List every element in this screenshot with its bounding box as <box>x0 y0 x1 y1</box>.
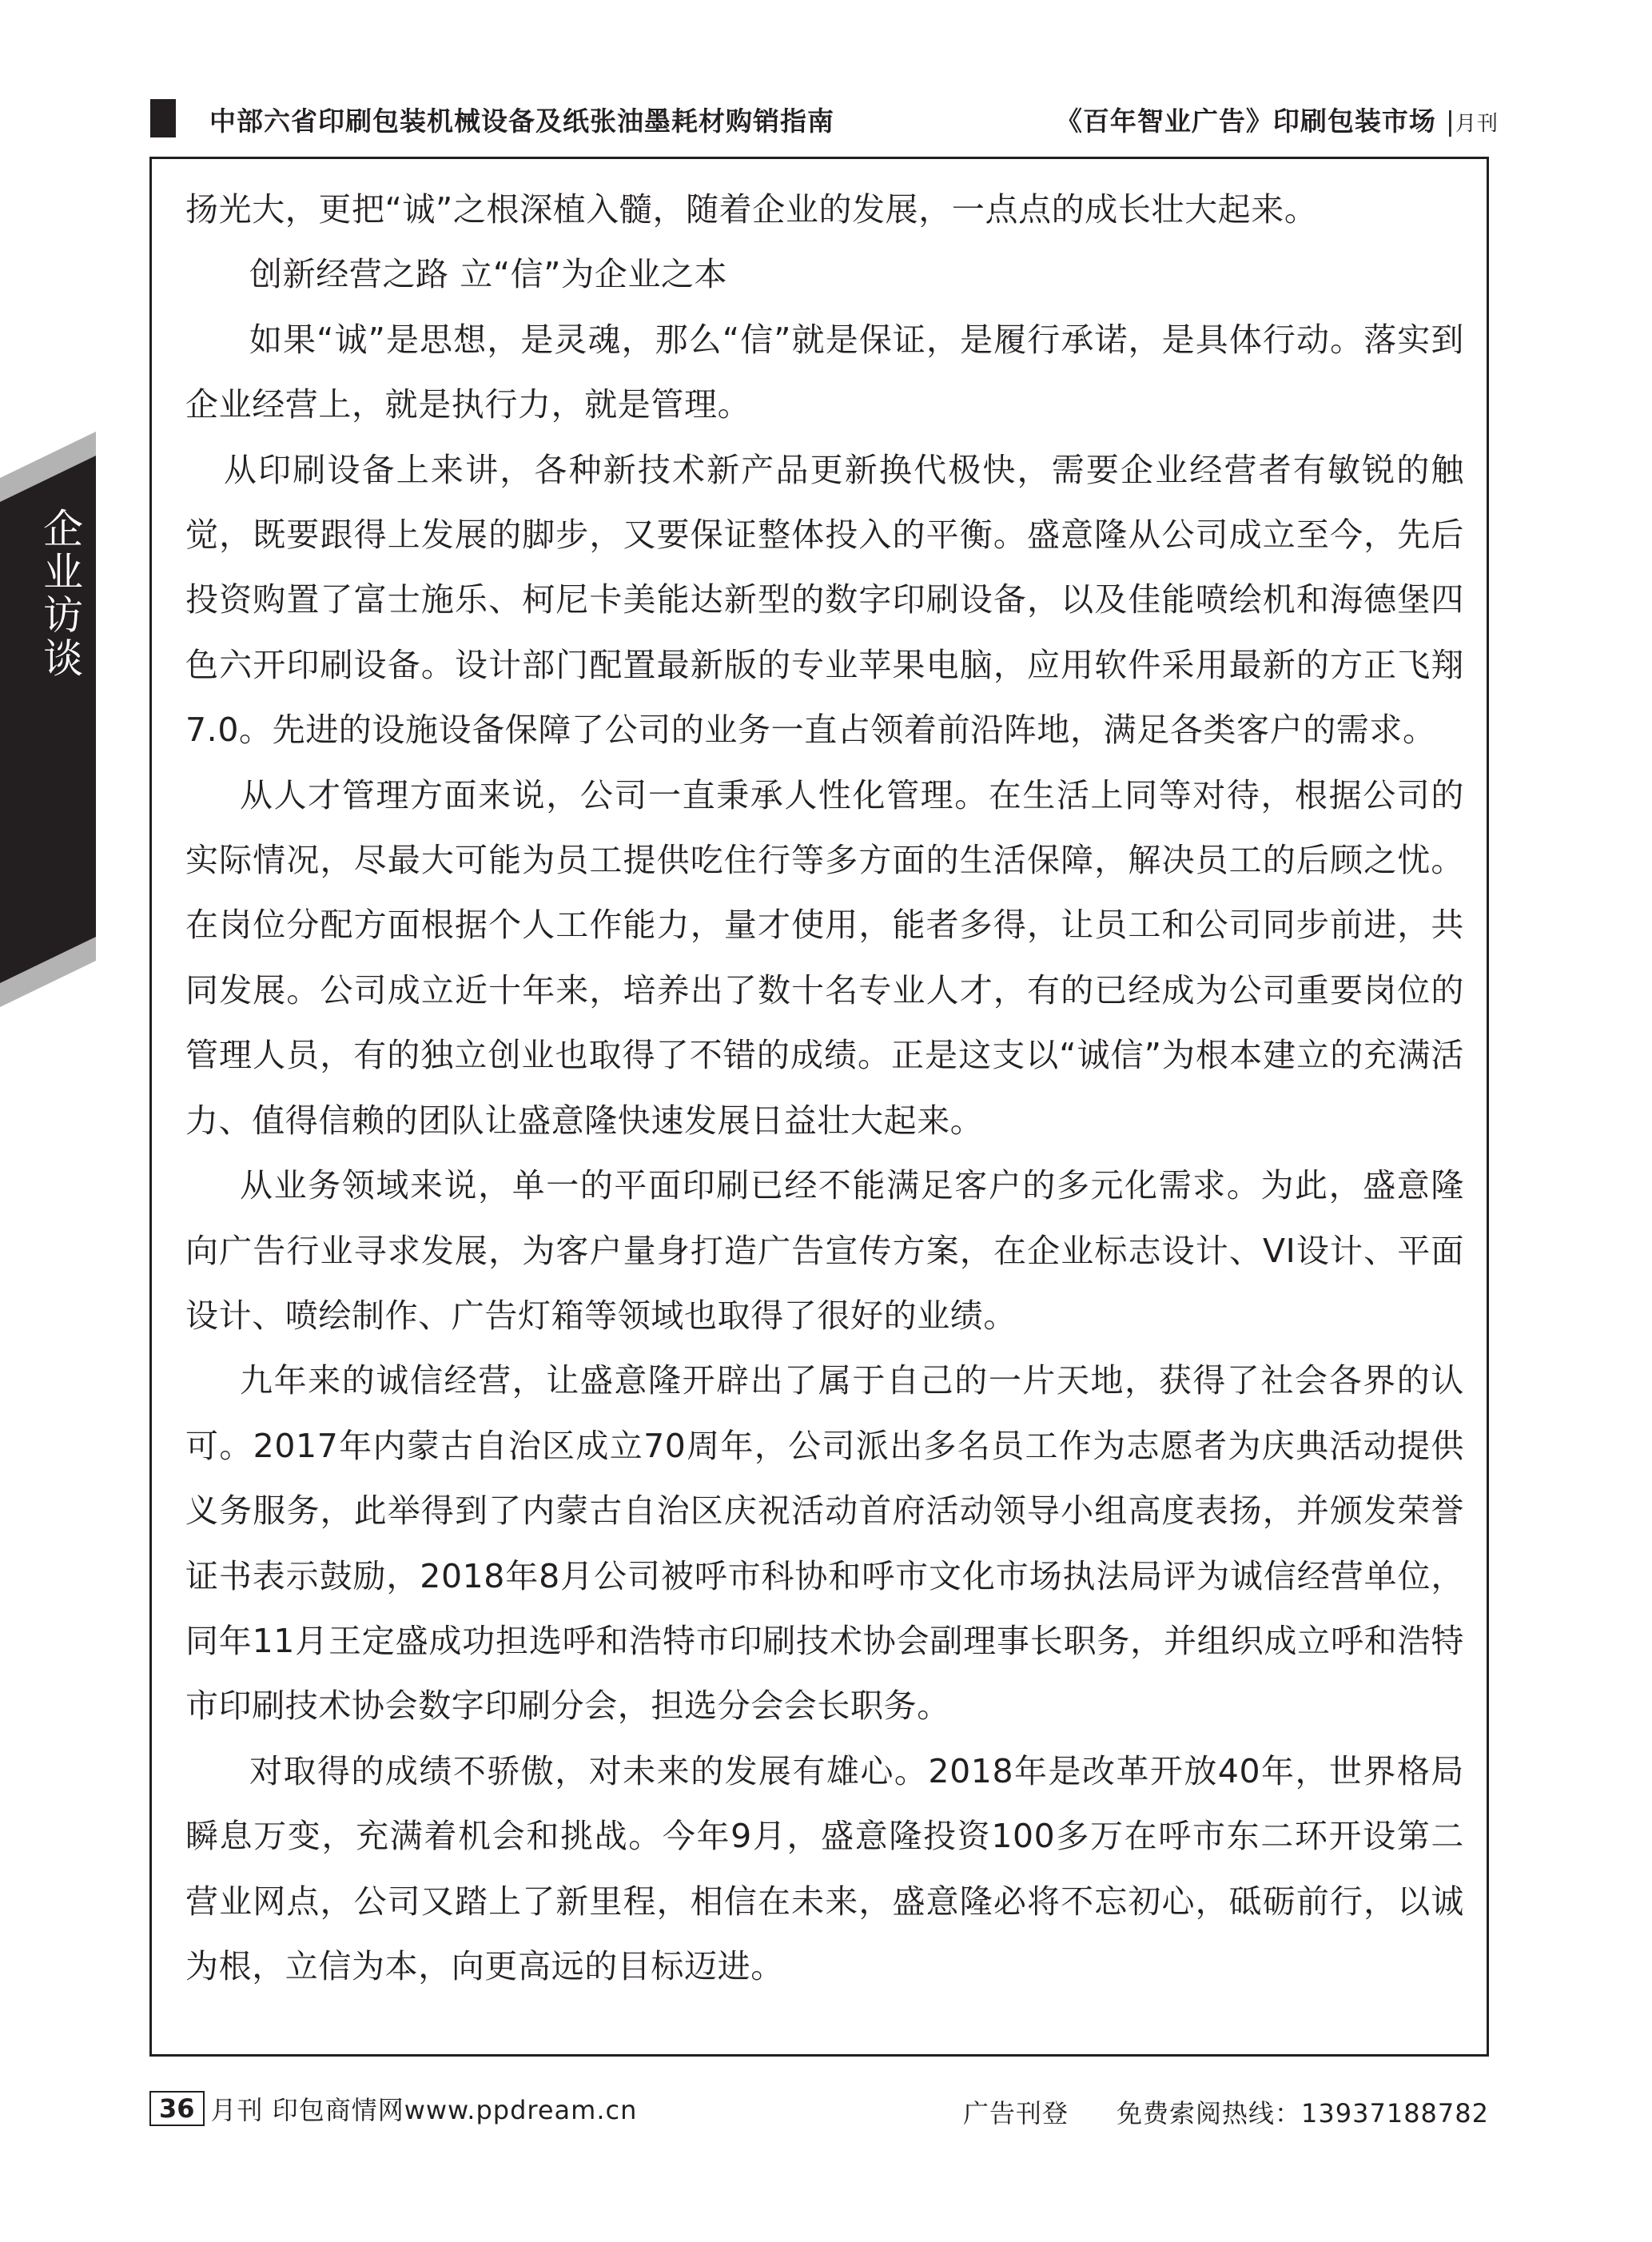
article-subheading: 创新经营之路 立“信”为企业之本 <box>249 255 728 294</box>
footer-left-text: 月刊 印包商情网www.ppdream.cn <box>210 2095 638 2125</box>
header-separator: | <box>1445 106 1455 137</box>
footer-ad-text: 广告刊登 <box>963 2098 1069 2129</box>
header-right-title: 《百年智业广告》印刷包装市场 <box>1055 106 1436 137</box>
section-tab <box>0 432 96 1007</box>
page-number: 36 <box>149 2091 205 2126</box>
footer-hotline: 免费索阅热线：13937188782 <box>1117 2098 1489 2129</box>
article-paragraph: 九年来的诚信经营，让盛意隆开辟出了属于自己的一片天地，获得了社会各界的认可。2017年内蒙古自治区成立70周年，公司派出多名员工作为志愿者为庆典活动提供义务服务，此举得到了内蒙古自治区庆祝活动首府活动领导小组高度表扬，并颁发荣誉证书表示鼓励，2018年8月公司被呼市科协和呼市文化市场执法局评为诚信经营单位，同年11月王定盛成功担选呼和浩特市印刷技术协会副理事长职务，并组织成立呼和浩特市印刷技术协会数字印刷分会，担选分会会长职务。 <box>185 1361 1464 1726</box>
article-paragraph: 对取得的成绩不骄傲，对未来的发展有雄心。2018年是改革开放40年，世界格局瞬息万变，充满着机会和挑战。今年9月，盛意隆投资100多万在呼市东二环开设第二营业网点，公司又踏上了新里程，相信在未来，盛意隆必将不忘初心，砥砺前行，以诚为根，立信为本，向更高远的目标迈进。 <box>185 1751 1464 1985</box>
article-body <box>185 177 1464 1999</box>
article-paragraph: 扬光大，更把“诚”之根深植入髓，随着企业的发展，一点点的成长壮大起来。 <box>185 190 1318 229</box>
article-paragraph: 从印刷设备上来讲，各种新技术新产品更新换代极快，需要企业经营者有敏锐的触觉，既要跟得上发展的脚步，又要保证整体投入的平衡。盛意隆从公司成立至今，先后投资购置了富士施乐、柯尼卡美能达新型的数字印刷设备，以及佳能喷绘机和海德堡四色六开印刷设备。设计部门配置最新版的专业苹果电脑，应用软件采用最新的方正飞翔7.0。先进的设施设备保障了公司的业务一直占领着前沿阵地，满足各类客户的需求。 <box>185 450 1464 750</box>
section-tab-label: 企业访谈 <box>37 508 83 680</box>
header-left-title: 中部六省印刷包装机械设备及纸张油墨耗材购销指南 <box>209 106 834 137</box>
article-paragraph: 从人才管理方面来说，公司一直秉承人性化管理。在生活上同等对待，根据公司的实际情况，尽最大可能为员工提供吃住行等多方面的生活保障，解决员工的后顾之忧。在岗位分配方面根据个人工作能力，量才使用，能者多得，让员工和公司同步前进，共同发展。公司成立近十年来，培养出了数十名专业人才，有的已经成为公司重要岗位的管理人员，有的独立创业也取得了不错的成绩。正是这支以“诚信”为根本建立的充满活力、值得信赖的团队让盛意隆快速发展日益壮大起来。 <box>185 775 1464 1140</box>
article-paragraph: 如果“诚”是思想，是灵魂，那么“信”就是保证，是履行承诺，是具体行动。落实到企业经营上，就是执行力，就是管理。 <box>185 320 1464 424</box>
header-right <box>1056 101 1499 138</box>
footer <box>149 2090 1489 2129</box>
footer-right <box>963 2093 1489 2130</box>
header-frequency: 月刊 <box>1455 112 1499 136</box>
header-marker-bar <box>150 99 176 137</box>
article-paragraph: 从业务领域来说，单一的平面印刷已经不能满足客户的多元化需求。为此，盛意隆向广告行业寻求发展，为客户量身打造广告宣传方案，在企业标志设计、VI设计、平面设计、喷绘制作、广告灯箱等领域也取得了很好的业绩。 <box>185 1166 1464 1335</box>
